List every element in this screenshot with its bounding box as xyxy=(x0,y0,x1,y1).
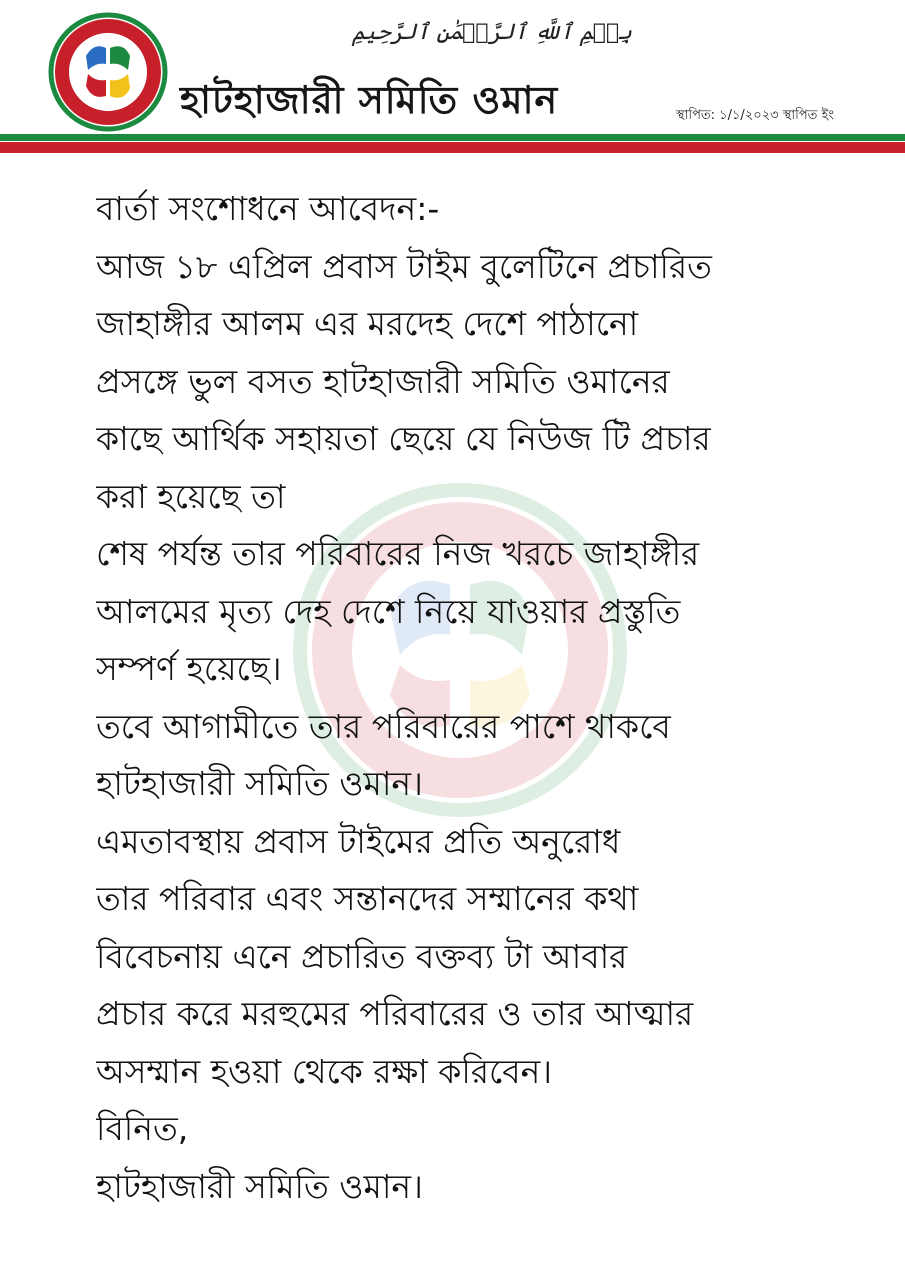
letter-line: বিবেচনায় এনে প্রচারিত বক্তব্য টা আবার xyxy=(96,936,628,976)
correction-letter xyxy=(96,180,856,1215)
letter-line: প্রসঙ্গে ভুল বসত হাটহাজারী সমিতি ওমানের xyxy=(96,361,670,401)
letter-line: শেষ পর্যন্ত তার পরিবারের নিজ খরচে জাহাঙ্গীর xyxy=(96,534,700,573)
letter-line: করা হয়েছে তা xyxy=(96,476,286,516)
header-green-stripe xyxy=(0,134,905,141)
letter-line: প্রচার করে মরহুমের পরিবারের ও তার আত্মার xyxy=(96,994,694,1033)
letter-subject: বার্তা সংশোধনে আবেদন:- xyxy=(96,189,440,228)
letter-line: অসম্মান হওয়া থেকে রক্ষা করিবেন। xyxy=(96,1051,553,1091)
established-date: স্থাপিত: ১/১/২০২৩ স্থাপিত ইং xyxy=(676,108,834,123)
letter-line: আলমের মৃত্য দেহ দেশে নিয়ে যাওয়ার প্রস্তুতি xyxy=(96,591,681,631)
organization-logo xyxy=(48,12,168,132)
header-red-stripe xyxy=(0,142,905,153)
letter-line: আজ ১৮ এপ্রিল প্রবাস টাইম বুলেটিনে প্রচারিত xyxy=(96,246,712,286)
organization-name: হাটহাজারী সমিতি ওমান xyxy=(180,78,559,122)
letter-signature: হাটহাজারী সমিতি ওমান। xyxy=(96,1166,423,1206)
bismillah-calligraphy: بِسۡمِ ٱللَّهِ ٱلرَّحۡمَٰنِ ٱلرَّحِيمِ xyxy=(352,20,633,45)
letter-line: জাহাঙ্গীর আলম এর মরদেহ দেশে পাঠানো xyxy=(96,304,639,343)
letter-closing: বিনিত, xyxy=(96,1109,189,1148)
letter-line: সম্পর্ণ হয়েছে। xyxy=(96,649,282,688)
letterhead xyxy=(0,0,905,160)
letter-line: তবে আগামীতে তার পরিবারের পাশে থাকবে xyxy=(96,706,671,746)
letter-line: তার পরিবার এবং সন্তানদের সম্মানের কথা xyxy=(96,879,639,918)
letter-line: কাছে আর্থিক সহায়তা ছেয়ে যে নিউজ টি প্রচার xyxy=(96,419,711,458)
letter-line: এমতাবস্থায় প্রবাস টাইমের প্রতি অনুরোধ xyxy=(96,821,621,861)
letter-line: হাটহাজারী সমিতি ওমান। xyxy=(96,764,423,803)
